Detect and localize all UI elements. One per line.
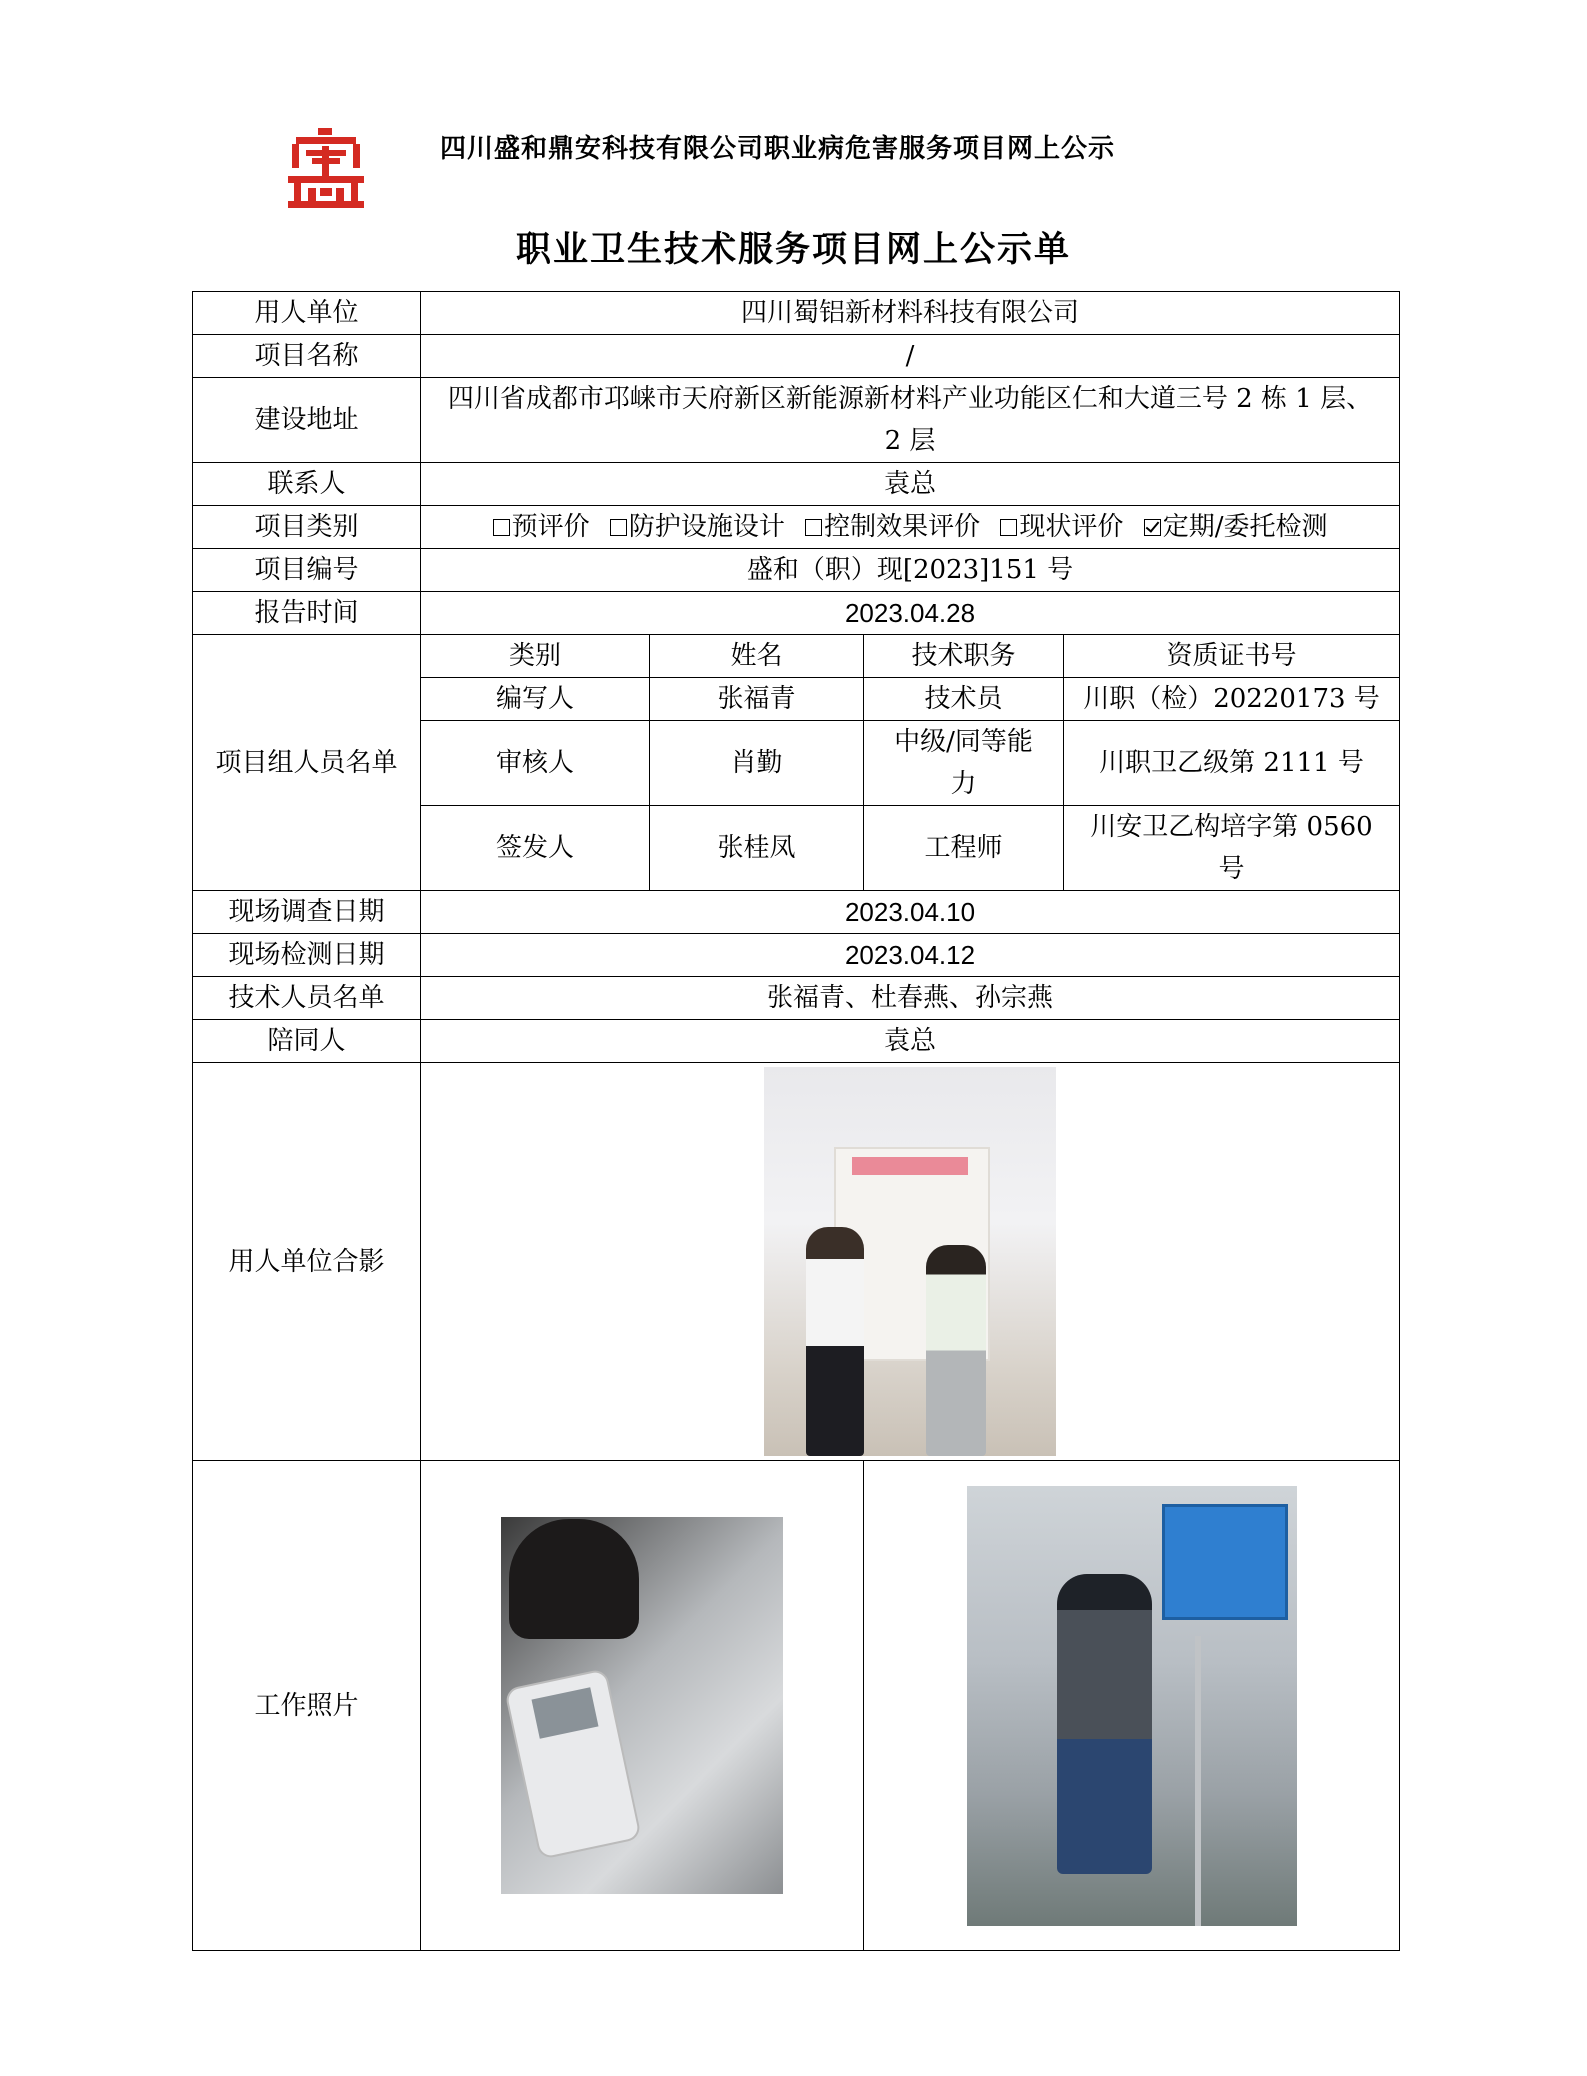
group-photo-label: 用人单位合影: [193, 1063, 421, 1461]
member-role: 审核人: [421, 721, 650, 806]
escort-value: 袁总: [421, 1020, 1400, 1063]
company-title: 四川盛和鼎安科技有限公司职业病危害服务项目网上公示: [440, 134, 1116, 164]
work-photo-noise-meter: [501, 1517, 783, 1894]
report-date-label: 报告时间: [193, 592, 421, 635]
test-date-label: 现场检测日期: [193, 934, 421, 977]
contact-value: 袁总: [421, 463, 1400, 506]
member-certificate: 川安卫乙构培字第 0560 号: [1064, 806, 1400, 891]
category-option-periodic-testing[interactable]: 定期/委托检测: [1144, 512, 1328, 542]
checkbox-icon: [1000, 519, 1017, 536]
row-survey-date: [193, 891, 1400, 934]
category-options: [421, 506, 1400, 549]
member-certificate: 川职（检）20220173 号: [1064, 678, 1400, 721]
category-option-status-assessment[interactable]: 现状评价: [1000, 512, 1123, 542]
sheng-seal-icon: [288, 128, 364, 208]
team-header-row: [193, 635, 1400, 678]
row-work-photos: [193, 1461, 1400, 1951]
member-name: 张福青: [650, 678, 864, 721]
checkbox-icon: [493, 519, 510, 536]
group-photo-image: [764, 1067, 1056, 1456]
row-address: [193, 378, 1400, 463]
technicians-value: 张福青、杜春燕、孙宗燕: [421, 977, 1400, 1020]
checked-checkbox-icon: [1144, 519, 1161, 536]
category-option-protective-design[interactable]: 防护设施设计: [610, 512, 785, 542]
disclosure-table: [192, 291, 1400, 1951]
category-option-control-effect[interactable]: 控制效果评价: [805, 512, 980, 542]
employer-label: 用人单位: [193, 292, 421, 335]
row-technicians: [193, 977, 1400, 1020]
team-header-name: 姓名: [650, 635, 864, 678]
work-photo-air-sampler: [967, 1486, 1297, 1926]
row-group-photo: [193, 1063, 1400, 1461]
member-name: 张桂凤: [650, 806, 864, 891]
row-category: [193, 506, 1400, 549]
member-title: 技术员: [864, 678, 1064, 721]
team-header-certificate: 资质证书号: [1064, 635, 1400, 678]
escort-label: 陪同人: [193, 1020, 421, 1063]
survey-date-label: 现场调查日期: [193, 891, 421, 934]
address-value: 四川省成都市邛崃市天府新区新能源新材料产业功能区仁和大道三号 2 栋 1 层、2 层: [421, 378, 1400, 463]
project-name-label: 项目名称: [193, 335, 421, 378]
member-role: 签发人: [421, 806, 650, 891]
team-header-category: 类别: [421, 635, 650, 678]
project-number-label: 项目编号: [193, 549, 421, 592]
row-report-date: [193, 592, 1400, 635]
project-name-value: /: [421, 335, 1400, 378]
test-date-value: 2023.04.12: [421, 934, 1400, 977]
technicians-label: 技术人员名单: [193, 977, 421, 1020]
checkbox-icon: [610, 519, 627, 536]
member-role: 编写人: [421, 678, 650, 721]
member-certificate: 川职卫乙级第 2111 号: [1064, 721, 1400, 806]
survey-date-value: 2023.04.10: [421, 891, 1400, 934]
row-project-number: [193, 549, 1400, 592]
work-photos-label: 工作照片: [193, 1461, 421, 1951]
report-date-value: 2023.04.28: [421, 592, 1400, 635]
category-label: 项目类别: [193, 506, 421, 549]
member-name: 肖勤: [650, 721, 864, 806]
project-number-value: 盛和（职）现[2023]151 号: [421, 549, 1400, 592]
employer-value: 四川蜀铝新材料科技有限公司: [421, 292, 1400, 335]
row-contact: [193, 463, 1400, 506]
member-title: 工程师: [864, 806, 1064, 891]
form-title: 职业卫生技术服务项目网上公示单: [515, 230, 1071, 270]
member-title: 中级/同等能力: [864, 721, 1064, 806]
row-project-name: [193, 335, 1400, 378]
checkbox-icon: [805, 519, 822, 536]
row-escort: [193, 1020, 1400, 1063]
team-label: 项目组人员名单: [193, 635, 421, 891]
sheng-seal-logo: [288, 128, 364, 208]
row-test-date: [193, 934, 1400, 977]
row-employer: [193, 292, 1400, 335]
category-option-pre-assessment[interactable]: 预评价: [493, 512, 590, 542]
address-label: 建设地址: [193, 378, 421, 463]
team-header-title: 技术职务: [864, 635, 1064, 678]
contact-label: 联系人: [193, 463, 421, 506]
